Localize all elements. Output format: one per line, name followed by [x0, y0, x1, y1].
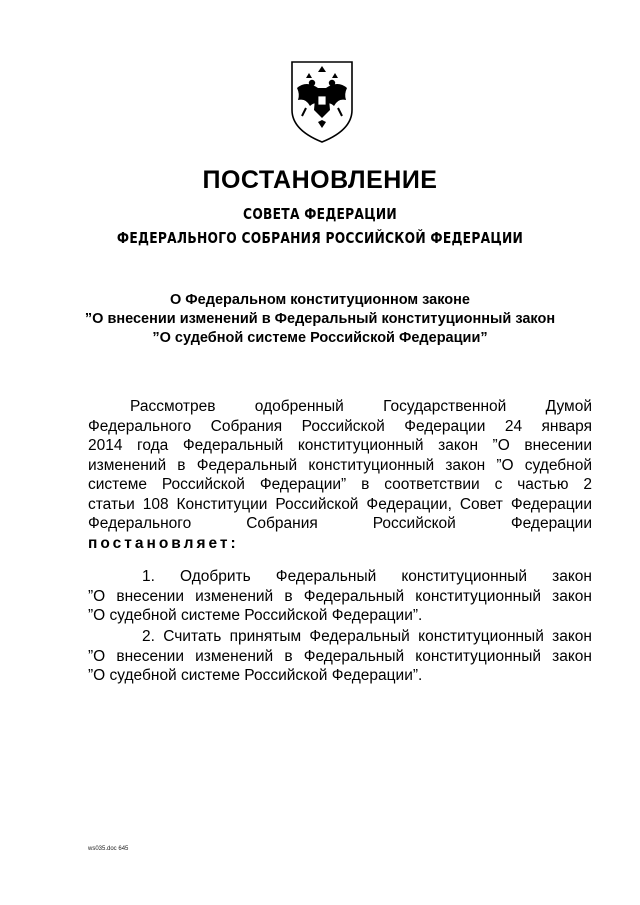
issuer-line-2: ФЕДЕРАЛЬНОГО СОБРАНИЯ РОССИЙСКОЙ ФЕДЕРАЦИИ — [116, 229, 524, 247]
item-2-line-2: ”О внесении изменений в Федеральный конституционный закон — [88, 647, 592, 665]
preamble-line-7: Федерального Собрания Российской Федерации — [88, 515, 592, 532]
resolution-item-1 — [88, 567, 592, 626]
item-2-line-3: ”О судебной системе Российской Федерации”. — [88, 667, 423, 684]
subject-line-1: О Федеральном конституционном законе — [170, 292, 470, 308]
item-1-line-3: ”О судебной системе Российской Федерации”. — [88, 607, 423, 624]
resolution-item-2 — [88, 627, 592, 686]
preamble-line-6: статьи 108 Конституции Российской Федерации, Совет Федерации — [88, 495, 592, 513]
item-1-line-2: ”О внесении изменений в Федеральный конституционный закон — [88, 587, 592, 605]
decision-word: постановляет: — [88, 534, 239, 552]
preamble-line-3: 2014 года Федеральный конституционный закон ”О внесении — [88, 437, 592, 454]
subject-line-3: ”О судебной системе Российской Федерации” — [152, 330, 488, 346]
document-subject — [60, 291, 580, 348]
page-title: ПОСТАНОВЛЕНИЕ — [202, 166, 438, 194]
subject-line-2: ”О внесении изменений в Федеральный конституционный закон — [84, 311, 556, 327]
preamble-line-4: изменений в Федеральный конституционный закон ”О судебной — [88, 456, 592, 474]
preamble-paragraph — [88, 397, 592, 553]
preamble-line-2: Федерального Собрания Российской Федерации 24 января — [88, 417, 592, 435]
item-2-line-1: 2. Считать принятым Федеральный конституционный закон — [142, 628, 592, 645]
item-1-line-1: 1. Одобрить Федеральный конституционный закон — [142, 568, 592, 585]
preamble-line-5: системе Российской Федерации” в соответствии с частью 2 — [88, 476, 592, 493]
document-code: ws035.doc 645 — [88, 846, 129, 852]
preamble-line-1: Рассмотрев одобренный Государственной Думой — [130, 398, 592, 415]
coat-of-arms-icon — [288, 58, 356, 144]
issuer-line-1: СОВЕТА ФЕДЕРАЦИИ — [243, 205, 397, 223]
